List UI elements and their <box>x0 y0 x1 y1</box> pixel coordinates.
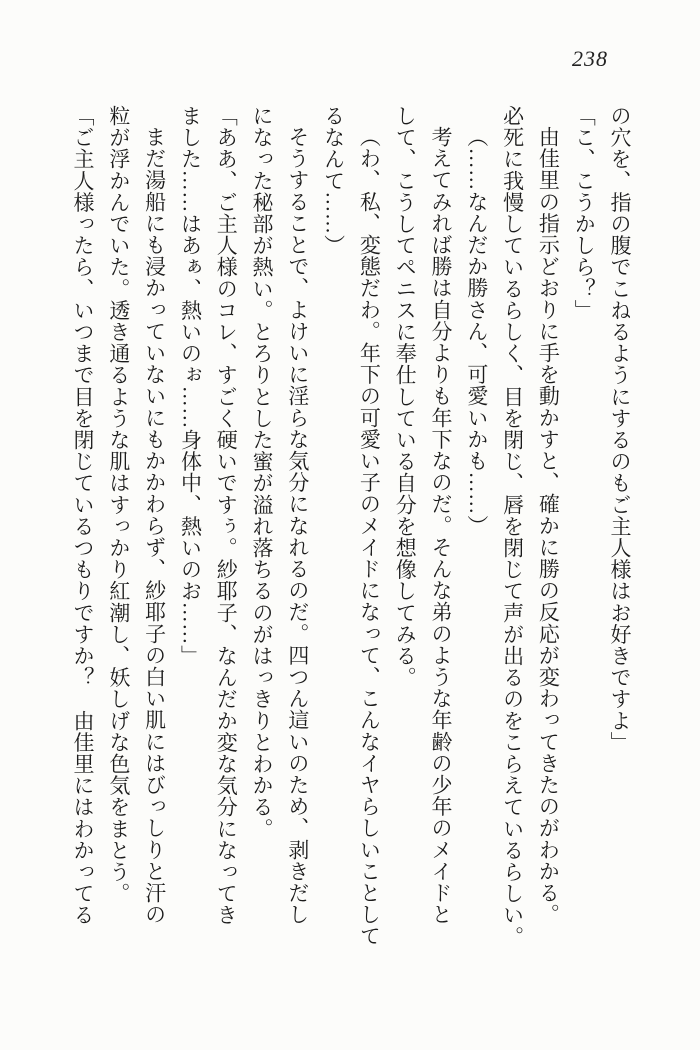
vertical-text-block <box>64 105 637 965</box>
text-line: 由佳里の指示どおりに手を動かすと、確かに勝の反応が変わってきたのがわかる。 <box>536 126 561 926</box>
text-line: （……なんだか勝さん、可愛いかも……） <box>464 126 489 537</box>
text-line: ました……はあぁ、熱いのぉ……身体中、熱いのお……」 <box>178 105 203 667</box>
text-line: になった秘部が熱い。とろりとした蜜が溢れ落ちるのがはっきりとわかる。 <box>250 105 275 840</box>
text-line: 「ああ、ご主人様のコレ、すごく硬いですぅ。紗耶子、なんだか変な気分になってき <box>214 105 239 926</box>
text-line: の穴を、指の腹でこねるようにするのもご主人様はお好きですよ」 <box>608 105 632 753</box>
text-line: して、こうしてペニスに奉仕している自分を想像してみる。 <box>393 105 418 689</box>
text-line: （わ、私、変態だわ。年下の可愛い子のメイドになって、こんなイヤらしいことして <box>357 126 382 947</box>
text-line: 考えてみれば勝は自分よりも年下なのだ。そんな弟のような年齢の少年のメイドと <box>429 126 454 926</box>
text-line: 必死に我慢しているらしく、目を閉じ、唇を閉じて声が出るのをこらえているらしい。 <box>500 105 525 948</box>
text-line: 「こ、こうかしら？」 <box>572 105 597 321</box>
text-line: そうすることで、よけいに淫らな気分になれるのだ。四つん這いのため、剥きだし <box>285 126 310 926</box>
text-line: るなんて……） <box>321 105 346 257</box>
text-line: 「ご主人様ったら、いつまで目を閉じているつもりですか？ 由佳里にはわかってる <box>71 105 96 926</box>
text-line: 粒が浮かんでいた。透き通るような肌はすっかり紅潮し、妖しげな色気をまとう。 <box>106 105 131 905</box>
page-number: 238 <box>572 46 608 71</box>
text-line: まだ湯船にも浸かっていないにもかかわらず、紗耶子の白い肌にはびっしりと汗の <box>142 126 167 926</box>
